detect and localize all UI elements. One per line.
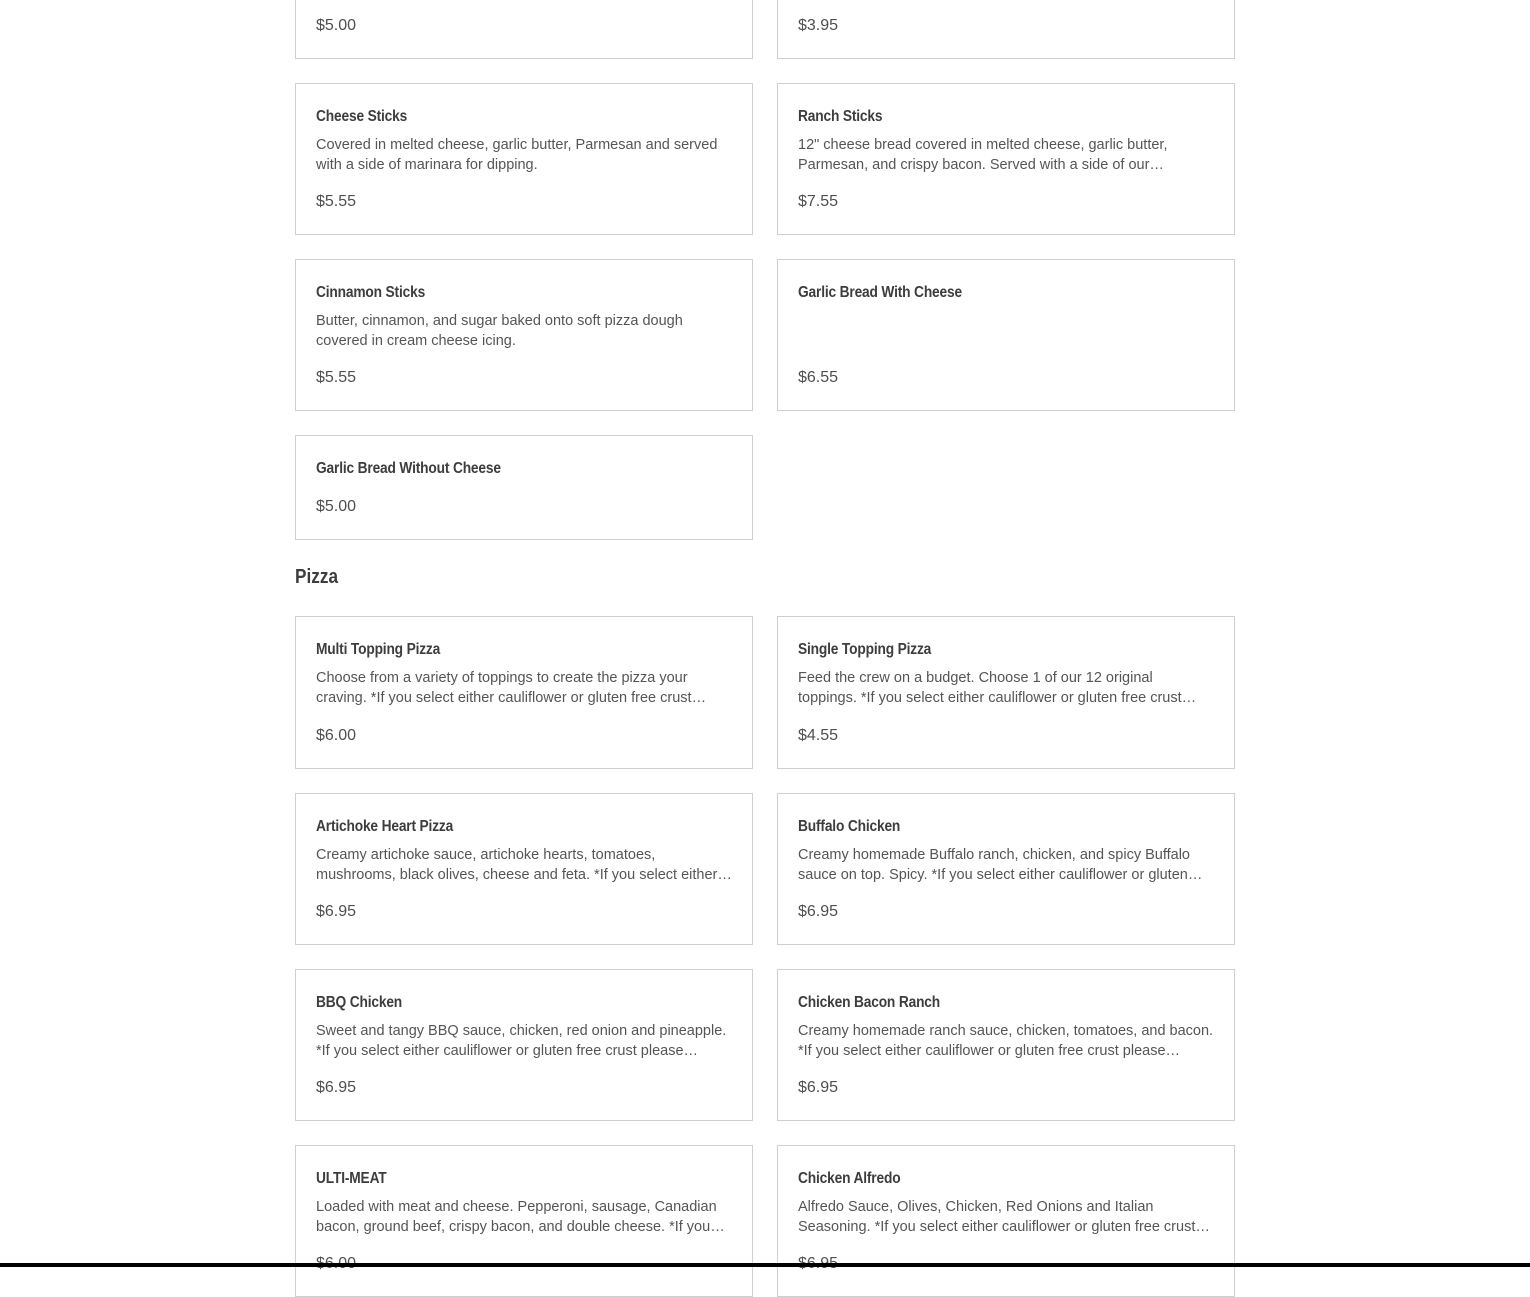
item-description: Creamy homemade Buffalo ranch, chicken, and spicy Buffalo sauce on top. Spicy. *If you select either cauliflower or gluten — [798, 847, 1190, 883]
menu-item-card[interactable] — [777, 259, 1235, 411]
menu-item-card[interactable] — [295, 435, 753, 540]
item-price: $5.55 — [316, 193, 357, 210]
item-description: Creamy artichoke sauce, artichoke hearts, tomatoes, mushrooms, black olives, cheese and feta. *If you select either — [316, 847, 718, 883]
item-price: $3.95 — [798, 17, 839, 34]
item-name: Multi Topping Pizza — [316, 641, 441, 658]
menu-item-card[interactable] — [777, 793, 1235, 945]
item-price: $6.00 — [316, 727, 357, 744]
menu-item-card[interactable] — [777, 0, 1235, 59]
menu-item-card[interactable] — [295, 793, 753, 945]
menu-item-card[interactable] — [777, 616, 1235, 769]
menu-item-card[interactable] — [777, 1145, 1235, 1297]
item-name: Cheese Sticks — [316, 108, 408, 125]
item-price: $6.55 — [798, 369, 839, 386]
item-price: $7.55 — [798, 193, 839, 210]
item-price: $5.55 — [316, 369, 357, 386]
item-name: Cinnamon Sticks — [316, 284, 426, 301]
item-name: Buffalo Chicken — [798, 818, 901, 835]
item-description: Covered in melted cheese, garlic butter, Parmesan and served with a side of marinara for dipping. — [316, 137, 718, 173]
item-price: $6.95 — [798, 903, 839, 920]
item-description: Butter, cinnamon, and sugar baked onto soft pizza dough covered in cream cheese icing. — [316, 313, 683, 349]
menu-item-card[interactable] — [295, 616, 753, 769]
item-name: Artichoke Heart Pizza — [316, 818, 454, 835]
item-description: Alfredo Sauce, Olives, Chicken, Red Onions and Italian Seasoning. *If you select either cauliflower or gluten free crust — [798, 1199, 1196, 1235]
item-name: Single Topping Pizza — [798, 641, 932, 658]
item-price: $5.00 — [316, 17, 357, 34]
item-description: Creamy homemade ranch sauce, chicken, tomatoes, and bacon. *If you select either cauliflower or gluten free crust please — [798, 1023, 1214, 1059]
menu-item-card[interactable] — [295, 969, 753, 1121]
menu-item-card[interactable] — [295, 259, 753, 411]
menu-item-card[interactable] — [295, 0, 753, 59]
item-price: $6.95 — [316, 1079, 357, 1096]
item-price: $6.95 — [798, 1079, 839, 1096]
item-name: Chicken Alfredo — [798, 1170, 901, 1187]
menu-item-card[interactable] — [295, 1145, 753, 1297]
menu-item-card[interactable] — [777, 969, 1235, 1121]
item-description: Loaded with meat and cheese. Pepperoni, sausage, Canadian bacon, ground beef, crispy bacon, and double cheese. *If you — [316, 1199, 717, 1235]
item-name: Ranch Sticks — [798, 108, 883, 125]
section-title-pizza: Pizza — [295, 566, 339, 588]
item-price: $4.55 — [798, 727, 839, 744]
menu-item-card[interactable] — [777, 83, 1235, 235]
item-description: Choose from a variety of toppings to create the pizza your craving. *If you select either cauliflower or gluten free crust — [316, 670, 692, 706]
item-name: Garlic Bread With Cheese — [798, 284, 962, 301]
item-name: BBQ Chicken — [316, 994, 403, 1011]
item-price: $6.95 — [316, 903, 357, 920]
menu-item-card[interactable] — [295, 83, 753, 235]
item-description: 12" cheese bread covered in melted cheese, garlic butter, Parmesan, and crispy bacon. Served with a side of our — [798, 137, 1168, 173]
item-description: Sweet and tangy BBQ sauce, chicken, red onion and pineapple. *If you select either cauliflower or gluten free crust please — [316, 1023, 727, 1059]
item-name: Chicken Bacon Ranch — [798, 994, 941, 1011]
item-name: Garlic Bread Without Cheese — [316, 460, 501, 477]
item-price: $5.00 — [316, 498, 357, 515]
item-description: Feed the crew on a budget. Choose 1 of our 12 original toppings. *If you select either cauliflower or gluten free crust — [798, 670, 1182, 706]
item-name: ULTI-MEAT — [316, 1170, 387, 1187]
bottom-edge-bar — [0, 1263, 1530, 1267]
